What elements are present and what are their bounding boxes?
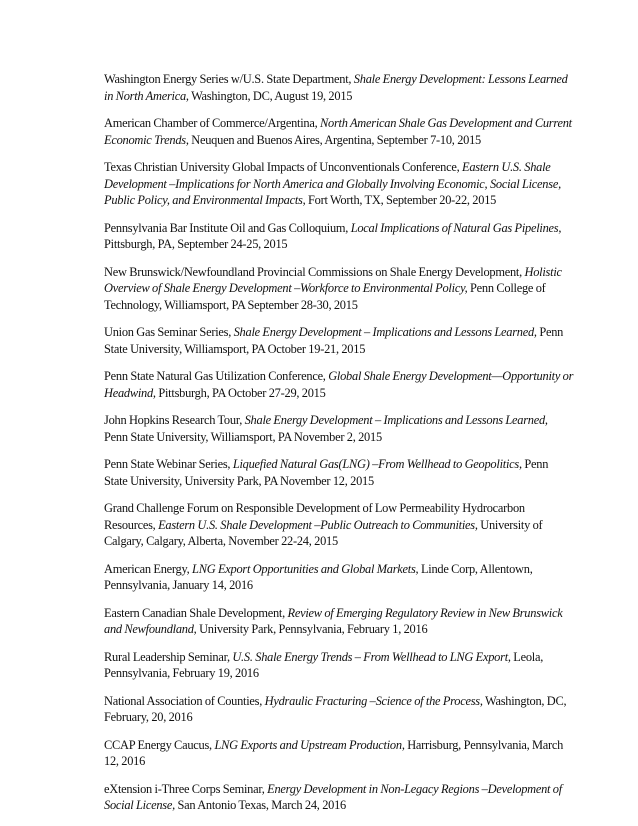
entry-title: Liquefied Natural Gas(LNG) –From Wellhead to Geopolitics, bbox=[232, 457, 522, 471]
entry-details: Penn State University, University Park, PA November 12, 2015 bbox=[104, 457, 549, 488]
entry-organization: Eastern Canadian Shale Development, bbox=[104, 605, 288, 620]
entry-organization: eXtension i-Three Corps Seminar, bbox=[104, 781, 268, 796]
list-item bbox=[104, 737, 574, 770]
list-item bbox=[104, 159, 574, 209]
list-item bbox=[104, 693, 574, 726]
presentation-list bbox=[104, 71, 574, 825]
entry-details: Pittsburgh, PA October 27-29, 2015 bbox=[155, 385, 326, 400]
list-item bbox=[104, 368, 574, 401]
entry-organization: Texas Christian University Global Impacts of Unconventionals Conference, bbox=[104, 160, 463, 174]
entry-title: Shale Energy Development: Lessons Learned in North America, bbox=[104, 72, 568, 103]
entry-title: Energy Development in Non-Legacy Regions –Development of Social License, bbox=[104, 781, 562, 812]
list-item bbox=[104, 264, 574, 314]
entry-organization: Penn State Natural Gas Utilization Conference, bbox=[104, 369, 329, 383]
entry-details: Leola, Pennsylvania, February 19, 2016 bbox=[104, 649, 544, 680]
entry-details: Pittsburgh, PA, September 24-25, 2015 bbox=[104, 237, 288, 251]
entry-organization: Rural Leadership Seminar, bbox=[104, 649, 233, 664]
entry-title: Eastern U.S. Shale Development –Implications for North America and Globally Involving Economic, Social License, Public Policy, and Environmental Impacts, bbox=[104, 160, 561, 207]
list-item bbox=[104, 412, 574, 445]
entry-details: San Antonio Texas, March 24, 2016 bbox=[174, 798, 346, 812]
entry-title: Review of Emerging Regulatory Review in New Brunswick and Newfoundland, bbox=[104, 605, 563, 636]
entry-title: Local Implications of Natural Gas Pipelines, bbox=[350, 220, 562, 235]
list-item bbox=[104, 115, 574, 148]
entry-title: Eastern U.S. Shale Development –Public Outreach to Communities, bbox=[158, 517, 478, 532]
entry-details: Fort Worth, TX, September 20-22, 2015 bbox=[305, 193, 497, 207]
entry-details: Washington, DC, August 19, 2015 bbox=[188, 88, 353, 103]
entry-organization: National Association of Counties, bbox=[104, 693, 265, 708]
entry-title: Shale Energy Development – Implications and Lessons Learned, bbox=[244, 413, 548, 427]
list-item bbox=[104, 781, 574, 814]
list-item bbox=[104, 649, 574, 682]
entry-organization: Union Gas Seminar Series, bbox=[104, 325, 234, 339]
entry-title: LNG Exports and Upstream Production, bbox=[214, 737, 405, 752]
entry-details: Washington, DC, February, 20, 2016 bbox=[104, 693, 567, 724]
entry-details: University of Calgary, Calgary, Alberta, November 22-24, 2015 bbox=[104, 517, 543, 548]
entry-organization: Grand Challenge Forum on Responsible Development of Low Permeability Hydrocarbon Resources, bbox=[104, 501, 525, 532]
entry-details: Harrisburg, Pennsylvania, March 12, 2016 bbox=[104, 737, 564, 768]
entry-title: Global Shale Energy Development—Opportunity or Headwind, bbox=[104, 369, 574, 400]
entry-details: Linde Corp, Allentown, Pennsylvania, January 14, 2016 bbox=[104, 561, 533, 592]
list-item bbox=[104, 220, 574, 253]
list-item bbox=[104, 456, 574, 489]
entry-title: Shale Energy Development – Implications and Lessons Learned, bbox=[233, 325, 537, 339]
entry-organization: Pennsylvania Bar Institute Oil and Gas Colloquium, bbox=[104, 220, 351, 235]
entry-organization: Penn State Webinar Series, bbox=[104, 457, 233, 471]
entry-title: U.S. Shale Energy Trends – From Wellhead to LNG Export, bbox=[232, 649, 511, 664]
entry-details: Penn State University, Williamsport, PA November 2, 2015 bbox=[104, 429, 382, 444]
entry-title: North American Shale Gas Development and Current Economic Trends, bbox=[104, 116, 572, 147]
entry-organization: American Energy, bbox=[104, 561, 193, 576]
list-item bbox=[104, 561, 574, 594]
list-item bbox=[104, 71, 574, 104]
entry-organization: CCAP Energy Caucus, bbox=[104, 737, 215, 752]
entry-details: Penn College of Technology, Williamsport, PA September 28-30, 2015 bbox=[104, 281, 546, 312]
list-item bbox=[104, 605, 574, 638]
entry-details: University Park, Pennsylvania, February 1, 2016 bbox=[196, 622, 428, 636]
entry-details: Penn State University, Williamsport, PA October 19-21, 2015 bbox=[104, 325, 564, 356]
list-item bbox=[104, 500, 574, 550]
entry-details: Neuquen and Buenos Aires, Argentina, September 7-10, 2015 bbox=[188, 132, 481, 147]
entry-title: Hydraulic Fracturing –Science of the Process, bbox=[264, 693, 483, 708]
entry-title: LNG Export Opportunities and Global Markets, bbox=[192, 561, 419, 576]
entry-organization: Washington Energy Series w/U.S. State Department, bbox=[104, 72, 354, 86]
entry-title: Holistic Overview of Shale Energy Development –Workforce to Environmental Policy, bbox=[104, 264, 562, 295]
list-item bbox=[104, 324, 574, 357]
entry-organization: John Hopkins Research Tour, bbox=[104, 413, 245, 427]
entry-organization: New Brunswick/Newfoundland Provincial Commissions on Shale Energy Development, bbox=[104, 264, 525, 279]
entry-organization: American Chamber of Commerce/Argentina, bbox=[104, 116, 320, 130]
